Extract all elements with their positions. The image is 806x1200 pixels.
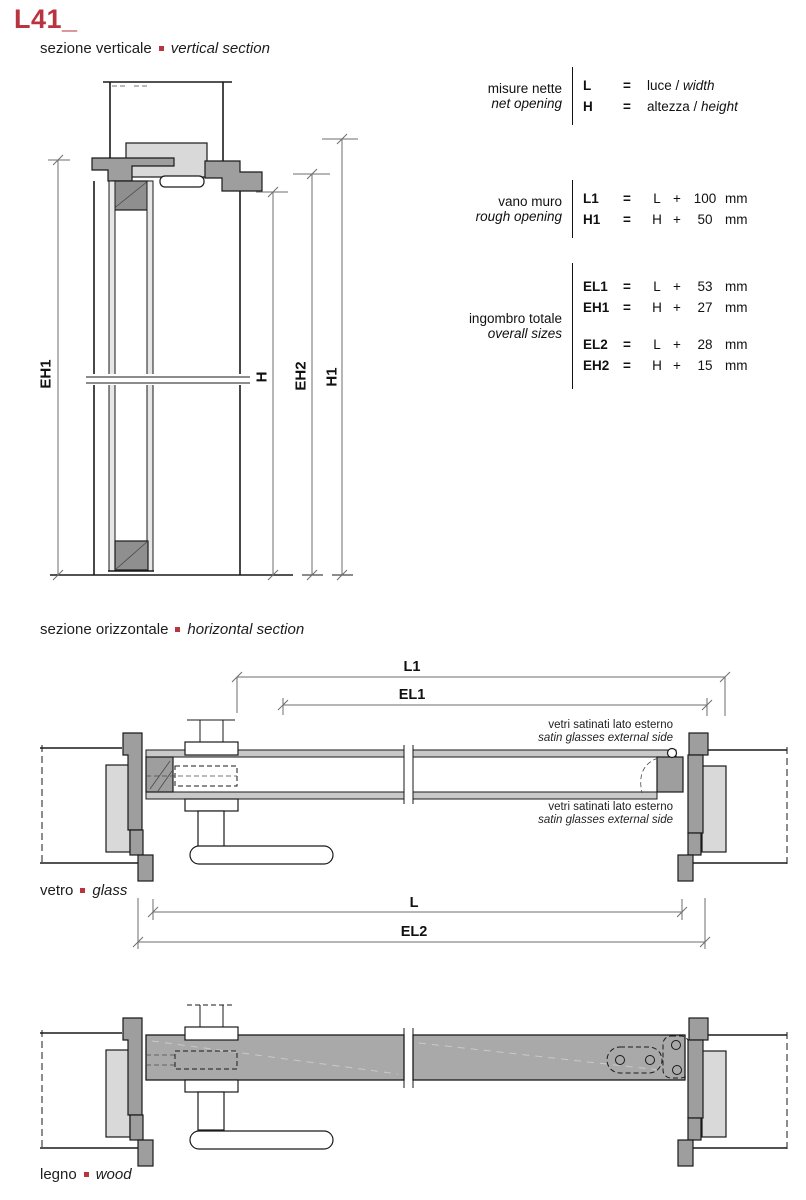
formula-equals: = (623, 191, 631, 206)
formula-value: 15 (697, 358, 713, 373)
table-label-it: vano muro (498, 194, 562, 209)
formula-unit: mm (725, 191, 748, 206)
formula-text-en: height (701, 99, 738, 114)
formula-operand: H (652, 358, 662, 373)
formula-operand: L (653, 191, 661, 206)
formula-value: 28 (697, 337, 713, 352)
formula-text-it: luce / (647, 78, 680, 93)
formula-var: H (583, 99, 593, 114)
formula-value: 27 (697, 300, 713, 315)
formula-equals: = (623, 279, 631, 294)
table-label-it: misure nette (487, 81, 562, 96)
formula-plus: + (673, 337, 681, 352)
glass-section-drawing (40, 672, 787, 949)
page-title: L41_ (14, 4, 78, 34)
formula-value: 53 (697, 279, 713, 294)
table-label-it: ingombro totale (468, 311, 562, 326)
formula-var: L1 (583, 191, 599, 206)
section-heading-vertical (40, 40, 270, 57)
formula-var: EL2 (583, 337, 608, 352)
formula-var: EL1 (583, 279, 608, 294)
formula-unit: mm (725, 337, 748, 352)
table-label-en: net opening (491, 96, 562, 111)
formula-operand: H (652, 300, 662, 315)
formula-var: EH1 (583, 300, 610, 315)
formula-var: EH2 (583, 358, 610, 373)
formula-plus: + (673, 212, 681, 227)
dim-label-el1: EL1 (398, 687, 426, 703)
dim-label-l: L (409, 895, 419, 911)
dim-label-el2: EL2 (400, 924, 428, 940)
dim-label-h1: H1 (323, 367, 341, 387)
formula-plus: + (673, 191, 681, 206)
dim-label-eh1: EH1 (37, 359, 55, 389)
formula-text-en: width (683, 78, 715, 93)
dim-label-h: H (253, 371, 271, 383)
heading-vertical-en: vertical section (170, 40, 270, 57)
annotation-satin-top-en: satin glasses external side (538, 732, 673, 744)
material-label-glass (40, 882, 127, 899)
table-label-en: overall sizes (487, 326, 562, 341)
heading-horizontal-en: horizontal section (187, 621, 305, 638)
formula-unit: mm (725, 212, 748, 227)
formula-plus: + (673, 300, 681, 315)
formula-var: H1 (583, 212, 601, 227)
vertical-section-drawing (48, 82, 358, 580)
glass-label-it: vetro (40, 882, 74, 899)
wood-label-en: wood (95, 1166, 132, 1183)
formula-equals: = (623, 212, 631, 227)
formula-plus: + (673, 279, 681, 294)
material-label-wood (40, 1166, 132, 1183)
formula-equals: = (623, 300, 631, 315)
formula-operand: H (652, 212, 662, 227)
section-heading-horizontal (40, 621, 304, 638)
bullet-separator (159, 46, 164, 51)
formula-var: L (583, 78, 592, 93)
formula-operand: L (653, 279, 661, 294)
dim-label-l1: L1 (403, 659, 421, 675)
wood-label-it: legno (40, 1166, 77, 1183)
formula-unit: mm (725, 358, 748, 373)
heading-horizontal-it: sezione orizzontale (40, 621, 169, 638)
formula-unit: mm (725, 300, 748, 315)
formula-operand: L (653, 337, 661, 352)
formula-equals: = (623, 78, 631, 93)
formula-plus: + (673, 358, 681, 373)
formula-value: 50 (697, 212, 713, 227)
formula-text-it: altezza / (647, 99, 698, 114)
formula-value: 100 (693, 191, 717, 206)
wood-section-drawing (40, 1005, 787, 1166)
formula-equals: = (623, 358, 631, 373)
formula-equals: = (623, 99, 631, 114)
annotation-satin-bottom-en: satin glasses external side (538, 814, 673, 826)
annotation-satin-bottom-it: vetri satinati lato esterno (548, 801, 673, 813)
heading-vertical-it: sezione verticale (40, 40, 152, 57)
formula-unit: mm (725, 279, 748, 294)
bullet-separator (175, 627, 180, 632)
glass-label-en: glass (92, 882, 128, 899)
bullet-separator (84, 1172, 89, 1177)
table-label-en: rough opening (475, 209, 562, 224)
formula-equals: = (623, 337, 631, 352)
annotation-satin-top-it: vetri satinati lato esterno (548, 719, 673, 731)
bullet-separator (80, 888, 85, 893)
dim-label-eh2: EH2 (292, 361, 310, 391)
